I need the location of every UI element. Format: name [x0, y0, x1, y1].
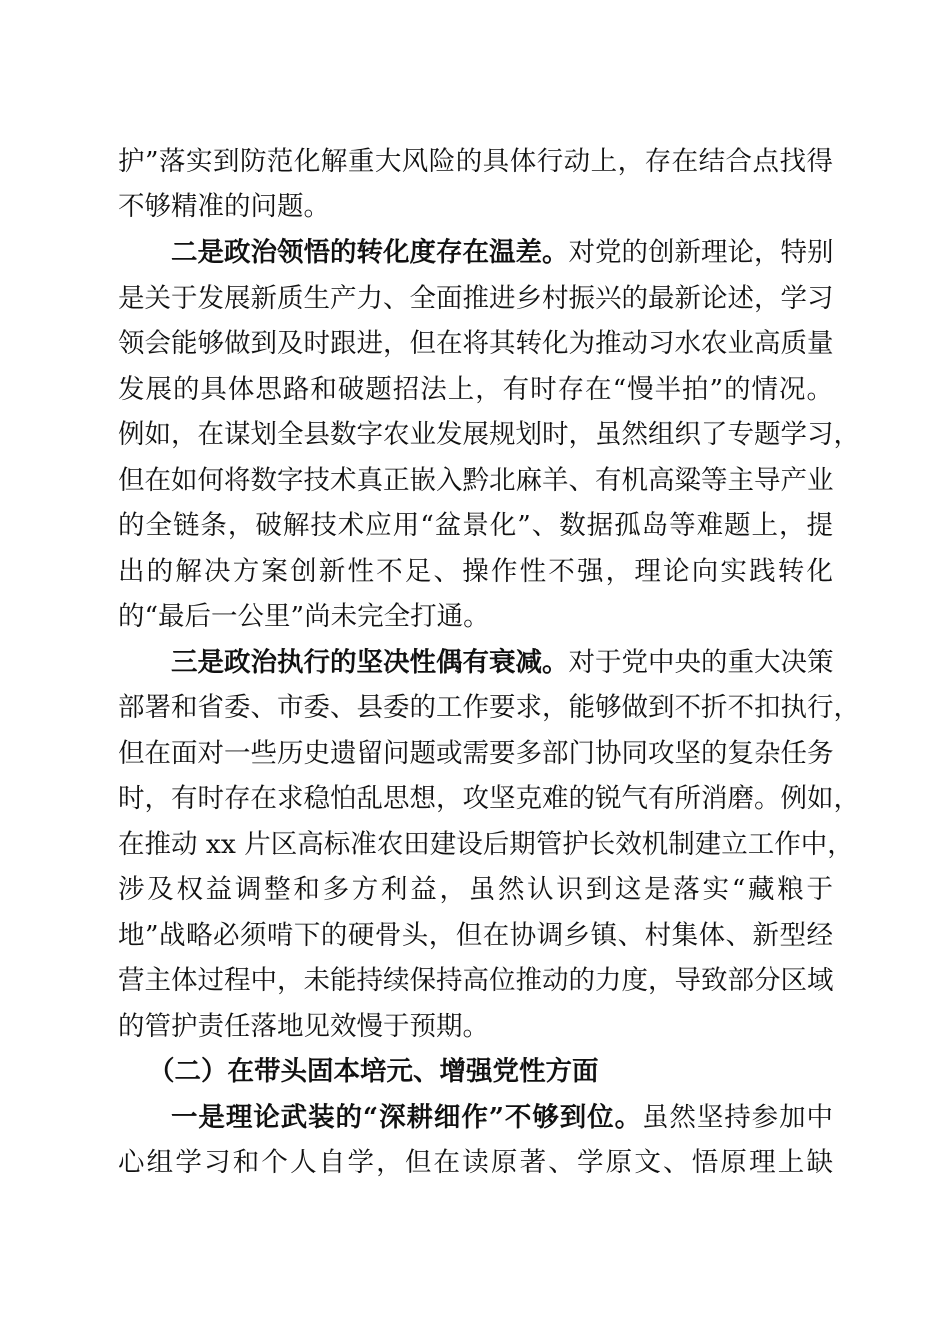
paragraph-3-line-1 — [171, 643, 833, 683]
paragraph-3-line-9: 的管护责任落地见效慢于预期。 — [118, 1011, 489, 1042]
paragraph-3-line-8: 营主体过程中，未能持续保持高位推动的力度，导致部分区域 — [118, 965, 834, 996]
paragraph-2-line-2: 是关于发展新质生产力、全面推进乡村振兴的最新论述，学习 — [118, 283, 834, 314]
paragraph-3-line-1-text: 对于党中央的重大决策 — [568, 647, 834, 678]
paragraph-1-line-2: 不够精准的问题。 — [118, 191, 330, 222]
paragraph-2-lead: 二是政治领悟的转化度存在温差。 — [171, 237, 569, 268]
paragraph-2-line-4: 发展的具体思路和破题招法上，有时存在“慢半拍”的情况。 — [118, 374, 833, 405]
paragraph-2-line-8: 出的解决方案创新性不足、操作性不强，理论向实践转化 — [118, 556, 833, 587]
paragraph-3-line-4: 时，有时存在求稳怕乱思想，攻坚克难的锐气有所消磨。例如， — [118, 783, 860, 814]
paragraph-2-line-3: 领会能够做到及时跟进，但在将其转化为推动习水农业高质量 — [118, 328, 834, 359]
paragraph-3-line-2: 部署和省委、市委、县委的工作要求，能够做到不折不扣执行， — [118, 692, 860, 723]
paragraph-4-line-1-text: 虽然坚持参加中 — [642, 1102, 834, 1133]
paragraph-4-line-1 — [171, 1098, 833, 1138]
paragraph-3-line-6: 涉及权益调整和多方利益，虽然认识到这是落实“藏粮于 — [118, 874, 833, 905]
paragraph-2-line-5: 例如，在谋划全县数字农业发展规划时，虽然组织了专题学习， — [118, 419, 860, 450]
paragraph-4-line-2: 心组学习和个人自学，但在读原著、学原文、悟原理上缺 — [118, 1147, 833, 1178]
paragraph-3-line-5: 在推动 xx 片区高标准农田建设后期管护长效机制建立工作中， — [118, 829, 854, 860]
section-heading: （二）在带头固本培元、增强党性方面 — [148, 1056, 599, 1087]
paragraph-2-line-7: 的全链条，破解技术应用“盆景化”、数据孤岛等难题上，提 — [118, 510, 833, 541]
paragraph-2-line-1 — [171, 233, 833, 273]
paragraph-2-line-6: 但在如何将数字技术真正嵌入黔北麻羊、有机高粱等主导产业 — [118, 465, 834, 496]
paragraph-1-line-1: 护”落实到防范化解重大风险的具体行动上，存在结合点找得 — [118, 146, 833, 177]
paragraph-2-line-1-text: 对党的创新理论，特别 — [568, 237, 834, 268]
paragraph-4-lead: 一是理论武装的“深耕细作”不够到位。 — [171, 1102, 642, 1133]
paragraph-3-line-7: 地”战略必须啃下的硬骨头，但在协调乡镇、村集体、新型经 — [118, 920, 833, 951]
paragraph-3-lead: 三是政治执行的坚决性偶有衰减。 — [171, 647, 569, 678]
paragraph-3-line-3: 但在面对一些历史遗留问题或需要多部门协同攻坚的复杂任务 — [118, 738, 834, 769]
paragraph-2-line-9: 的“最后一公里”尚未完全打通。 — [118, 601, 490, 632]
